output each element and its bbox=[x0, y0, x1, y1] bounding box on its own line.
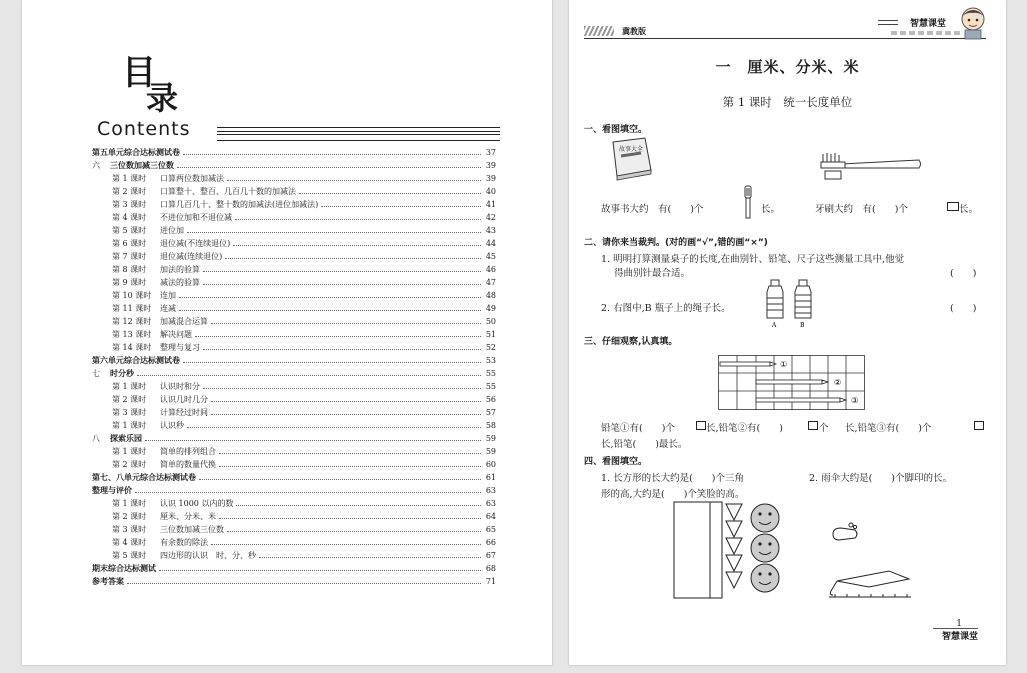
toc-row-title: 探索乐园 bbox=[110, 434, 142, 443]
toc-row-page: 37 bbox=[485, 148, 496, 157]
toc-lesson-row[interactable] bbox=[92, 380, 496, 393]
toc-row-title: 认识秒 bbox=[160, 421, 184, 430]
toc-row-leader bbox=[227, 179, 481, 181]
toc-row-leader bbox=[145, 439, 481, 441]
toc-section-row[interactable] bbox=[92, 159, 496, 172]
toc-row-leader bbox=[236, 504, 481, 506]
q2-heading: 二、请你来当裁判。(对的画“√”,错的画“×”) bbox=[584, 238, 768, 248]
toc-row-label: 第 1 课时 bbox=[112, 421, 147, 430]
toc-row-page: 50 bbox=[485, 317, 496, 326]
unit-title: 一 厘米、分米、米 bbox=[715, 58, 860, 76]
toc-row-leader bbox=[137, 374, 481, 376]
toc-row-label: 第 9 课时 bbox=[112, 278, 147, 287]
toc-row-label: 第 7 课时 bbox=[112, 252, 147, 261]
toc-row-label: 第 13 课时 bbox=[112, 330, 152, 339]
q3-box-icon-3 bbox=[974, 421, 984, 430]
toc-row-page: 46 bbox=[485, 265, 496, 274]
toc-row-title: 加减混合运算 bbox=[160, 317, 208, 326]
pencil-1-label: ① bbox=[780, 360, 788, 369]
toc-row-label: 第 11 课时 bbox=[112, 304, 152, 313]
toc-row-page: 53 bbox=[485, 356, 496, 365]
toc-row-label: 第 3 课时 bbox=[112, 200, 147, 209]
toc-row-page: 59 bbox=[485, 447, 496, 456]
toc-lesson-row[interactable] bbox=[92, 302, 496, 315]
toc-row-leader bbox=[183, 153, 481, 155]
q4-item1-line2: 形的高,大约是( )个笑脸的高。 bbox=[601, 489, 745, 500]
toc-row-leader bbox=[195, 335, 481, 337]
toc-row-label: 第 5 课时 bbox=[112, 226, 147, 235]
toc-lesson-row[interactable] bbox=[92, 185, 496, 198]
toc-row-leader bbox=[219, 465, 481, 467]
toc-row-label: 第 2 课时 bbox=[112, 187, 147, 196]
toc-row-title: 整理与复习 bbox=[160, 343, 200, 352]
toc-lesson-row[interactable] bbox=[92, 224, 496, 237]
toc-lesson-row[interactable] bbox=[92, 458, 496, 471]
toc-row-page: 42 bbox=[485, 213, 496, 222]
toc-row-label: 第 12 课时 bbox=[112, 317, 152, 326]
toc-row-label: 六 bbox=[92, 161, 100, 170]
q3-line1-c: 个 bbox=[819, 423, 829, 434]
toc-row-label: 第 2 课时 bbox=[112, 395, 147, 404]
toc-row-page: 68 bbox=[485, 564, 496, 573]
q4-item2-text: 2. 雨伞大约是( )个脚印的长。 bbox=[809, 473, 952, 484]
toc-lesson-row[interactable] bbox=[92, 536, 496, 549]
toc-lesson-row[interactable] bbox=[92, 510, 496, 523]
q1-text-b: 长。 bbox=[761, 204, 781, 215]
toc-row-title: 退位减(不连续退位) bbox=[160, 239, 231, 248]
pencil-2-label: ② bbox=[834, 378, 842, 387]
storybook-image bbox=[607, 136, 655, 184]
toc-row-label: 第 5 课时 bbox=[112, 551, 147, 560]
toc-list bbox=[92, 146, 496, 588]
toc-lesson-row[interactable] bbox=[92, 341, 496, 354]
toc-row-leader bbox=[183, 361, 481, 363]
toc-row-title: 认识 1000 以内的数 bbox=[160, 499, 234, 508]
toc-lesson-row[interactable] bbox=[92, 419, 496, 432]
bottle-b-label: B bbox=[800, 322, 805, 329]
toc-row-page: 71 bbox=[485, 577, 496, 586]
toc-row-leader bbox=[177, 166, 481, 168]
toc-row-title: 减法的验算 bbox=[160, 278, 200, 287]
toc-row-label: 第 14 课时 bbox=[112, 343, 152, 352]
toothbrush-small-icon bbox=[741, 186, 755, 220]
toc-row-title: 连加 bbox=[160, 291, 176, 300]
toc-row-leader bbox=[187, 231, 481, 233]
toc-row-page: 45 bbox=[485, 252, 496, 261]
q3-heading: 三、仔细观察,认真填。 bbox=[584, 337, 678, 347]
footprint-icon bbox=[831, 520, 861, 548]
toc-section-row[interactable] bbox=[92, 146, 496, 159]
toc-lesson-row[interactable] bbox=[92, 211, 496, 224]
toc-row-label: 第 2 课时 bbox=[112, 512, 147, 521]
toc-row-page: 61 bbox=[485, 473, 496, 482]
q3-line1-d: 长,铅笔③有( )个 bbox=[845, 423, 932, 434]
toc-row-title: 有余数的除法 bbox=[160, 538, 208, 547]
toc-row-title: 口算两位数加减法 bbox=[160, 174, 224, 183]
toc-row-page: 44 bbox=[485, 239, 496, 248]
toc-row-title: 整理与评价 bbox=[92, 486, 132, 495]
toc-row-title: 认识几时几分 bbox=[160, 395, 208, 404]
pencil-grid-image bbox=[718, 355, 865, 410]
toc-row-leader bbox=[203, 387, 481, 389]
toc-row-leader bbox=[219, 517, 481, 519]
toc-decorative-lines bbox=[217, 127, 500, 141]
lesson-title: 第 1 课时 统一长度单位 bbox=[722, 95, 853, 109]
toc-row-title: 时分秒 bbox=[110, 369, 134, 378]
toc-row-title: 期末综合达标测试 bbox=[92, 564, 156, 573]
q1-text-d: 长。 bbox=[959, 204, 979, 215]
toc-lesson-row[interactable] bbox=[92, 198, 496, 211]
toc-row-title: 解决问题 bbox=[160, 330, 192, 339]
toc-row-leader bbox=[187, 426, 481, 428]
toc-row-page: 56 bbox=[485, 395, 496, 404]
q1-rect-unit-icon bbox=[947, 202, 959, 211]
toc-lesson-row[interactable] bbox=[92, 328, 496, 341]
toc-row-leader bbox=[259, 556, 481, 558]
toc-row-label: 第 1 课时 bbox=[112, 174, 147, 183]
toc-row-title: 第五单元综合达标测试卷 bbox=[92, 148, 180, 157]
q3-line2: 长,铅笔( )最长。 bbox=[601, 439, 688, 450]
footer-brand: 智慧课堂 bbox=[941, 632, 978, 642]
toc-row-title: 参考答案 bbox=[92, 577, 124, 586]
q2-item1-line1: 1. 明明打算测量桌子的长度,在曲别针、铅笔、尺子这些测量工具中,他觉 bbox=[601, 254, 905, 265]
q3-box-icon-2 bbox=[808, 421, 818, 430]
toc-row-page: 57 bbox=[485, 408, 496, 417]
q1-heading: 一、看图填空。 bbox=[584, 125, 648, 135]
toc-row-page: 40 bbox=[485, 187, 496, 196]
toc-row-title: 连减 bbox=[160, 304, 176, 313]
toc-row-page: 63 bbox=[485, 486, 496, 495]
toc-row-leader bbox=[219, 452, 481, 454]
toc-row-title: 第七、八单元综合达标测试卷 bbox=[92, 473, 196, 482]
toc-row-page: 67 bbox=[485, 551, 496, 560]
toc-row-label: 第 3 课时 bbox=[112, 408, 147, 417]
toc-row-title: 第六单元综合达标测试卷 bbox=[92, 356, 180, 365]
toc-row-leader bbox=[179, 296, 481, 298]
toc-row-page: 47 bbox=[485, 278, 496, 287]
header-stripes bbox=[584, 26, 614, 36]
toc-title-block bbox=[92, 42, 502, 144]
toc-row-title: 三位数加减三位数 bbox=[110, 161, 174, 170]
toc-row-page: 55 bbox=[485, 382, 496, 391]
toc-row-title: 三位数加减三位数 bbox=[160, 525, 224, 534]
q2-item1-answer: ( ) bbox=[950, 268, 977, 279]
toc-lesson-row[interactable] bbox=[92, 315, 496, 328]
toc-row-page: 64 bbox=[485, 512, 496, 521]
toc-row-page: 48 bbox=[485, 291, 496, 300]
toc-row-page: 55 bbox=[485, 369, 496, 378]
toc-row-label: 第 6 课时 bbox=[112, 239, 147, 248]
toc-row-title: 口算几百几十、整十数的加减法(进位加减法) bbox=[160, 200, 319, 209]
toc-row-title: 简单的排列组合 bbox=[160, 447, 216, 456]
toc-row-leader bbox=[227, 530, 481, 532]
toc-row-label: 第 1 课时 bbox=[112, 499, 147, 508]
q2-item1-line2: 得曲别针最合适。 bbox=[614, 268, 691, 279]
toc-row-page: 49 bbox=[485, 304, 496, 313]
toc-row-label: 第 3 课时 bbox=[112, 525, 147, 534]
toc-lesson-row[interactable] bbox=[92, 497, 496, 510]
toc-row-page: 59 bbox=[485, 434, 496, 443]
toc-lesson-row[interactable] bbox=[92, 406, 496, 419]
header-arrow-icon bbox=[878, 20, 898, 25]
q3-line1-a: 铅笔①有( )个 bbox=[601, 423, 675, 434]
toc-row-label: 七 bbox=[92, 369, 100, 378]
q2-item2-text: 2. 右图中,B 瓶子上的绳子长。 bbox=[601, 303, 731, 314]
q4-item1-line1: 1. 长方形的长大约是( )个三角 bbox=[601, 473, 744, 484]
mascot-icon bbox=[958, 6, 988, 40]
toc-row-leader bbox=[203, 283, 481, 285]
toc-lesson-row[interactable] bbox=[92, 393, 496, 406]
toc-lesson-row[interactable] bbox=[92, 549, 496, 562]
toc-row-title: 不进位加和不退位减 bbox=[160, 213, 232, 222]
toothbrush-image bbox=[821, 150, 923, 180]
toc-row-page: 41 bbox=[485, 200, 496, 209]
toc-row-leader bbox=[235, 218, 481, 220]
toc-row-title: 进位加 bbox=[160, 226, 184, 235]
q2-item2-answer: ( ) bbox=[950, 303, 977, 314]
toc-row-title: 加法的验算 bbox=[160, 265, 200, 274]
page-number: 1 bbox=[956, 619, 962, 629]
toc-row-title: 口算整十、整百、几百几十数的加减法 bbox=[160, 187, 296, 196]
edition-label: 冀教版 bbox=[622, 27, 646, 36]
toc-row-title: 四边形的认识 时、分、秒 bbox=[160, 551, 256, 560]
header-brand: 智慧课堂 bbox=[909, 19, 946, 29]
toc-lesson-row[interactable] bbox=[92, 523, 496, 536]
worksheet-page bbox=[569, 0, 1006, 665]
storybook-label: 故事大全 bbox=[619, 146, 644, 153]
toc-row-leader bbox=[211, 400, 481, 402]
toc-row-leader bbox=[127, 582, 481, 584]
bottle-a-label: A bbox=[772, 322, 777, 329]
toc-row-leader bbox=[211, 543, 481, 545]
toc-row-label: 第 2 课时 bbox=[112, 460, 147, 469]
toc-lesson-row[interactable] bbox=[92, 237, 496, 250]
toc-row-label: 第 4 课时 bbox=[112, 538, 147, 547]
toc-row-label: 第 1 课时 bbox=[112, 447, 147, 456]
pencil-3-label: ③ bbox=[851, 396, 859, 405]
bottles-image bbox=[765, 280, 825, 330]
toc-row-leader bbox=[203, 348, 481, 350]
toc-section-row[interactable] bbox=[92, 432, 496, 445]
toc-row-leader bbox=[233, 244, 481, 246]
toc-row-leader bbox=[225, 257, 481, 259]
toc-row-title: 退位减(连续退位) bbox=[160, 252, 223, 261]
q1-text-c: 牙刷大约 有( )个 bbox=[815, 204, 908, 215]
toc-row-title: 认识时和分 bbox=[160, 382, 200, 391]
toc-row-label: 第 4 课时 bbox=[112, 213, 147, 222]
toc-row-page: 52 bbox=[485, 343, 496, 352]
toc-row-leader bbox=[211, 413, 481, 415]
toc-row-leader bbox=[159, 569, 481, 571]
toc-row-page: 51 bbox=[485, 330, 496, 339]
toc-contents-label: Contents bbox=[97, 118, 191, 140]
toc-page bbox=[22, 0, 552, 665]
toc-section-row[interactable] bbox=[92, 367, 496, 380]
q4-heading: 四、看图填空。 bbox=[584, 457, 648, 467]
q1-text-a: 故事书大约 有( )个 bbox=[601, 204, 704, 215]
toc-row-page: 60 bbox=[485, 460, 496, 469]
toc-row-leader bbox=[179, 309, 481, 311]
rectangle-triangles-faces-image bbox=[672, 500, 792, 600]
q3-box-icon-1 bbox=[696, 421, 706, 430]
header-dash-decoration bbox=[891, 31, 961, 35]
toc-row-page: 58 bbox=[485, 421, 496, 430]
toc-row-leader bbox=[203, 270, 481, 272]
toc-row-leader bbox=[199, 478, 481, 480]
toc-row-page: 39 bbox=[485, 174, 496, 183]
toc-row-page: 39 bbox=[485, 161, 496, 170]
toc-row-leader bbox=[321, 205, 481, 207]
toc-row-page: 63 bbox=[485, 499, 496, 508]
toc-row-title: 计算经过时间 bbox=[160, 408, 208, 417]
q3-line1-b: 长,铅笔②有( ) bbox=[706, 423, 783, 434]
umbrella-ruler-image bbox=[829, 565, 919, 601]
toc-lesson-row[interactable] bbox=[92, 172, 496, 185]
toc-row-label: 第 10 课时 bbox=[112, 291, 152, 300]
toc-row-title: 厘米、分米、米 bbox=[160, 512, 216, 521]
toc-lesson-row[interactable] bbox=[92, 276, 496, 289]
toc-row-leader bbox=[135, 491, 481, 493]
toc-lesson-row[interactable] bbox=[92, 445, 496, 458]
header-rule bbox=[584, 38, 986, 39]
toc-lesson-row[interactable] bbox=[92, 250, 496, 263]
toc-row-title: 简单的数量代换 bbox=[160, 460, 216, 469]
toc-title-mu: 目 bbox=[122, 53, 156, 93]
toc-section-row[interactable] bbox=[92, 562, 496, 575]
toc-row-page: 65 bbox=[485, 525, 496, 534]
toc-section-row[interactable] bbox=[92, 354, 496, 367]
toc-section-row[interactable] bbox=[92, 471, 496, 484]
toc-row-leader bbox=[211, 322, 481, 324]
toc-row-page: 66 bbox=[485, 538, 496, 547]
toc-lesson-row[interactable] bbox=[92, 263, 496, 276]
toc-row-page: 43 bbox=[485, 226, 496, 235]
toc-row-label: 第 8 课时 bbox=[112, 265, 147, 274]
toc-row-label: 八 bbox=[92, 434, 100, 443]
toc-section-row[interactable] bbox=[92, 484, 496, 497]
toc-title-lu: 录 bbox=[146, 79, 179, 117]
toc-row-leader bbox=[299, 192, 481, 194]
toc-row-label: 第 1 课时 bbox=[112, 382, 147, 391]
toc-section-row[interactable] bbox=[92, 575, 496, 588]
toc-lesson-row[interactable] bbox=[92, 289, 496, 302]
